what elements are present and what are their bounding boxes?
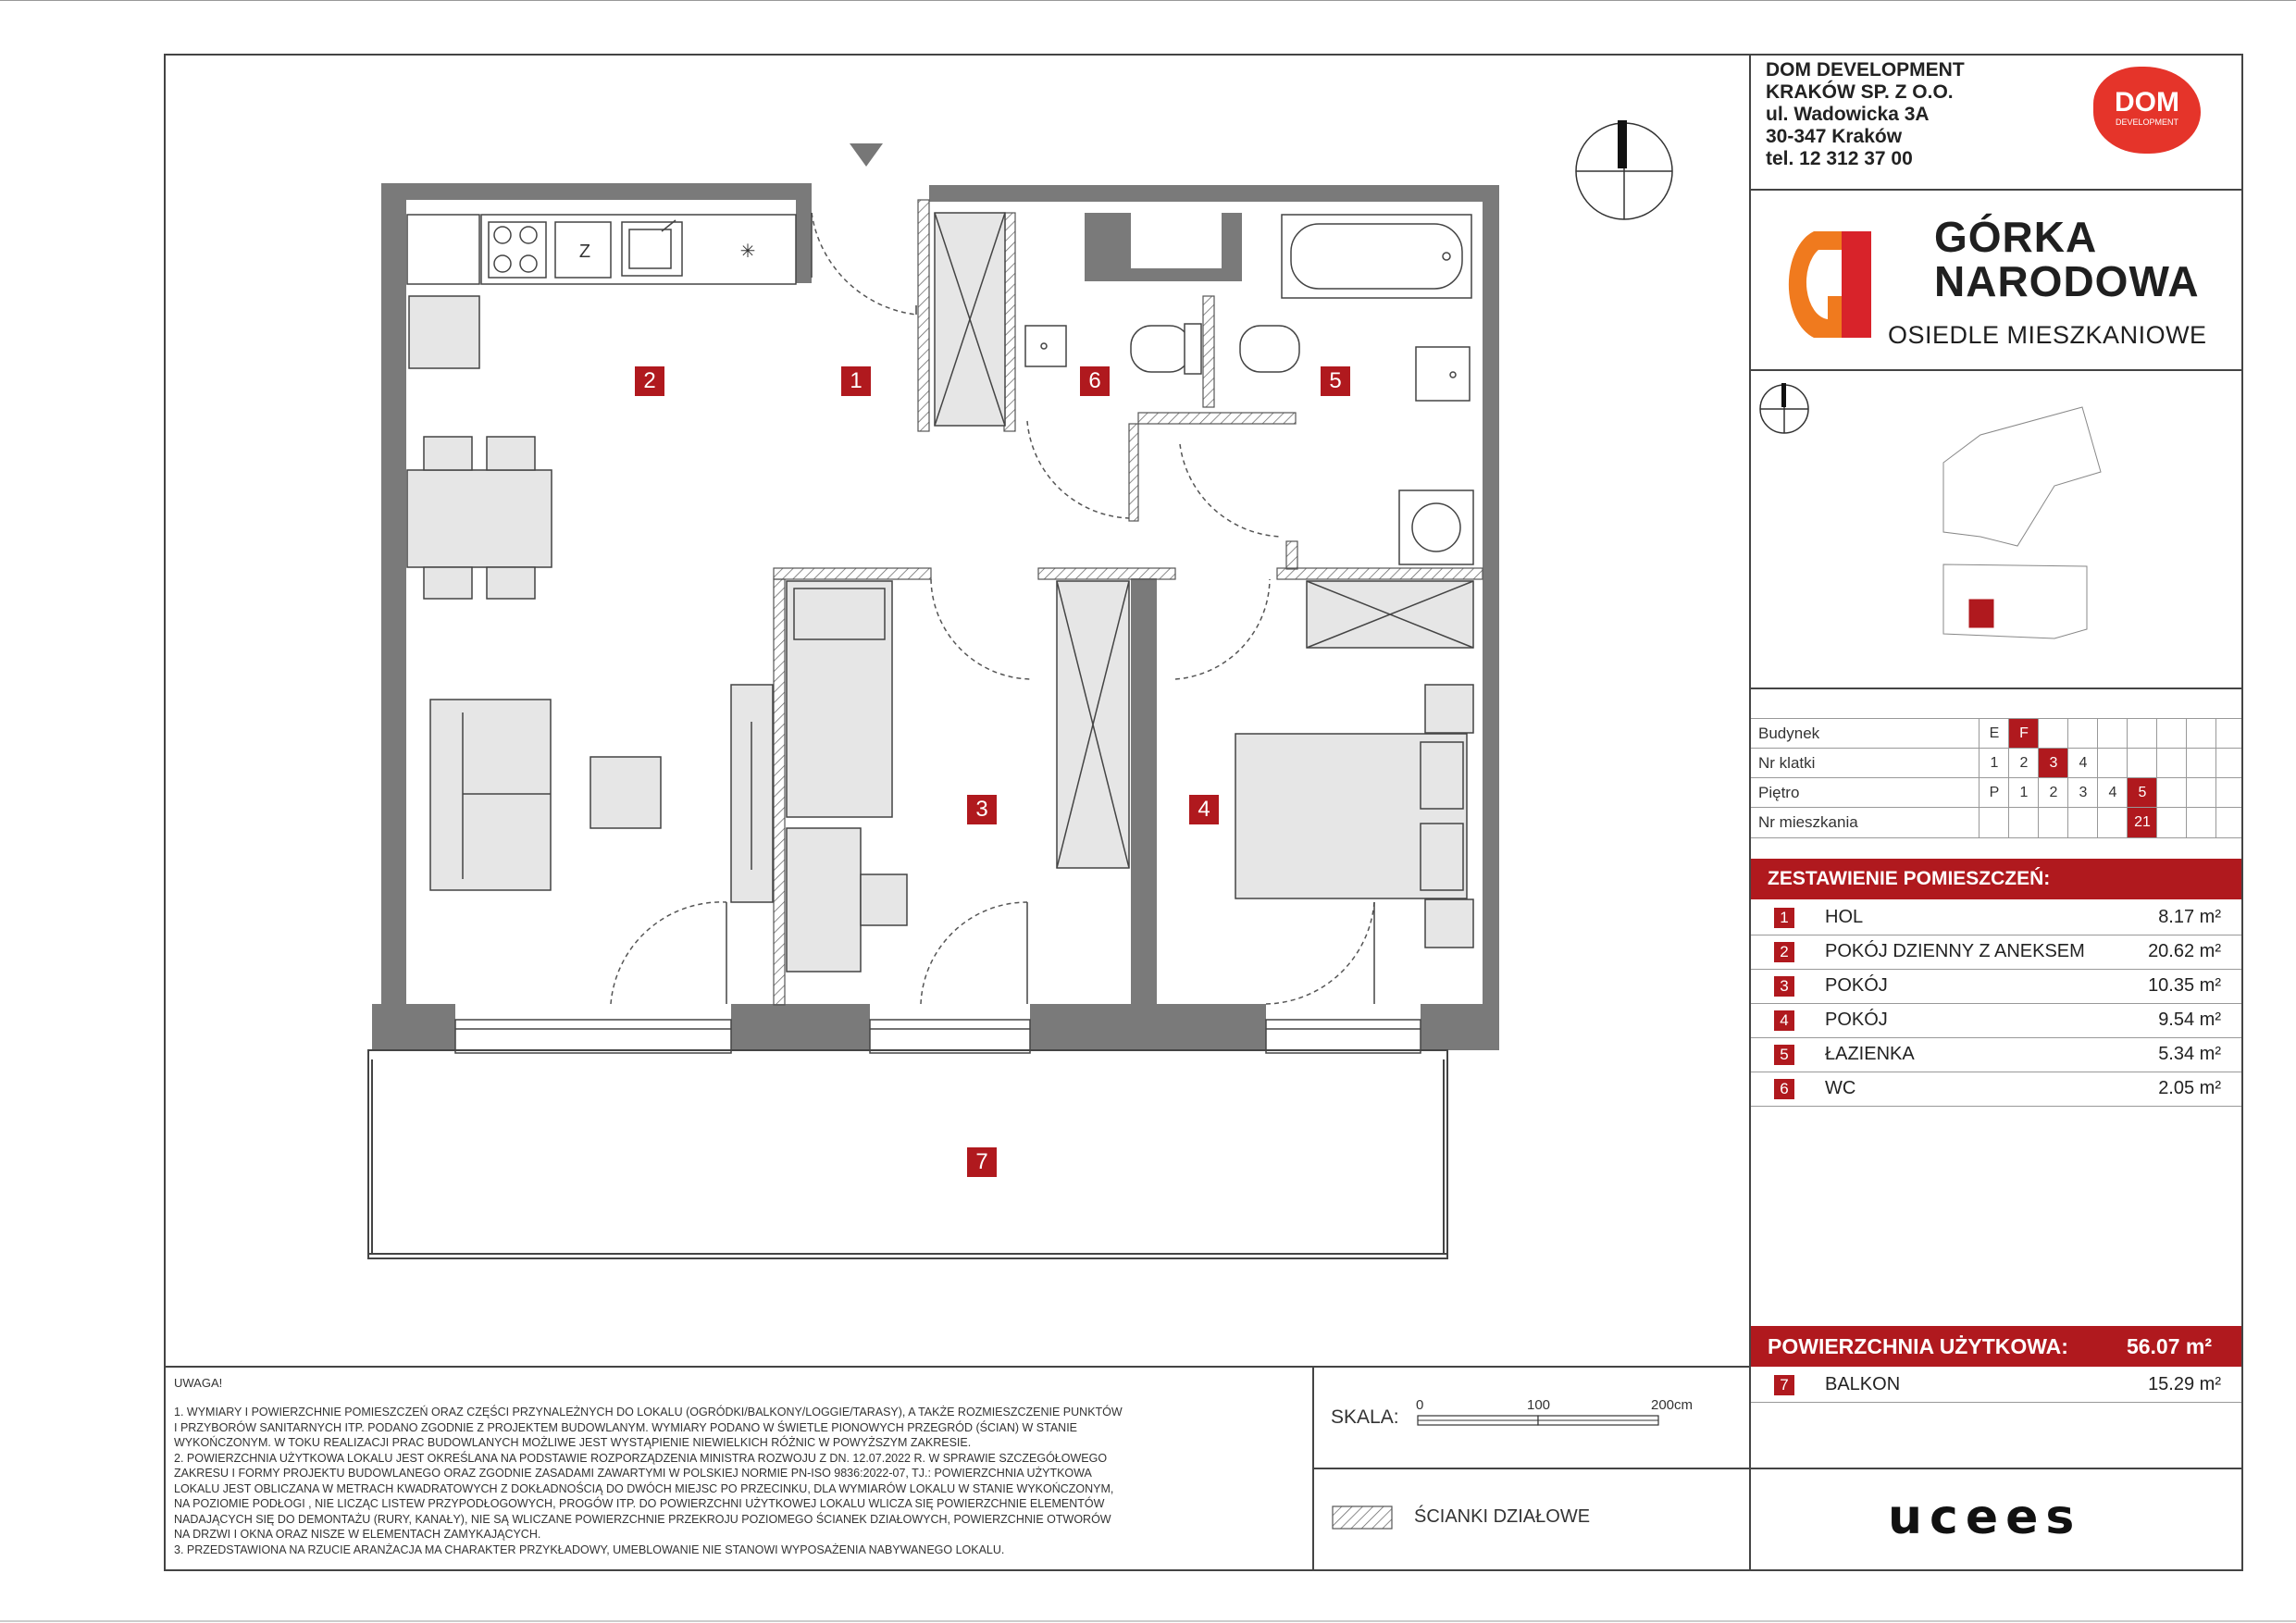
selector-cell: [2038, 719, 2068, 749]
partition-legend-swatch: [1333, 1506, 1392, 1529]
scale-label: SKALA:: [1331, 1406, 1399, 1428]
selector-cell: 3: [2038, 749, 2068, 778]
kitchen-counter: [407, 215, 796, 284]
room-number: 3: [1774, 976, 1794, 997]
room-label-7: 7: [967, 1147, 997, 1177]
selector-cell: [2186, 719, 2216, 749]
compass-icon: [1576, 120, 1672, 219]
company-street: ul. Wadowicka 3A: [1766, 104, 1930, 125]
selector-row: [1751, 748, 2241, 778]
table-row: [1751, 970, 2241, 1004]
company-block: [1766, 59, 1965, 170]
total-area-bar: [1751, 1326, 2241, 1367]
selector-cell: [2067, 808, 2098, 837]
selector-cell: 5: [2127, 778, 2157, 808]
dom-development-logo: DOM DEVELOPMENT: [2093, 67, 2201, 154]
selector-cell: [2215, 719, 2246, 749]
room-number: 1: [1774, 908, 1794, 928]
room-label-1: 1: [841, 366, 871, 396]
table-row: [1751, 1038, 2241, 1072]
selector-cell: F: [2008, 719, 2039, 749]
table-row: [1751, 935, 2241, 970]
total-area-label: POWIERZCHNIA UŻYTKOWA:: [1768, 1334, 2068, 1358]
room-label-2: 2: [635, 366, 664, 396]
company-name: DOM DEVELOPMENT: [1766, 59, 1965, 81]
selector-cell: [2097, 719, 2128, 749]
company-phone: tel. 12 312 37 00: [1766, 148, 1913, 169]
compass-small-icon: [1760, 383, 1808, 433]
entrance-arrow-icon: [850, 143, 883, 167]
room-name: POKÓJ DZIENNY Z ANEKSEM: [1825, 941, 2085, 961]
selector-cell: 2: [2038, 778, 2068, 808]
notes-text: 1. WYMIARY I POWIERZCHNIE POMIESZCZEŃ ORAZ CZĘŚCI PRZYNALEŻNYCH DO LOKALU (OGRÓDKI/BALKONY/LOGGIE/TARASY), A TAKŻE ROZMIESZCZENIE PUNKTÓW I PRZYBORÓW SANITARNYCH ITP. PODANO ZGODNIE Z PROJEKTEM BUDOWLANYM. WYMIARY PODANO W ŚWIETLE PIONOWYCH PRZEGRÓD (ŚCIAN) W STANIE WYKOŃCZONYM. W TOKU REALIZACJI PRAC BUDOWLANYCH MOŻLIWE JEST WYSTĄPIENIE NIEWIELKICH RÓŻNIC W POWYŻSZYM ZAKRESIE. 2. POWIERZCHNIA UŻYTKOWA LOKALU JEST OKREŚLANA NA PODSTAWIE ROZPORZĄDZENIA MINISTRA ROZWOJU Z DN. 12.07.2022 R. W SPRAWIE SZCZEGÓŁOWEGO ZAKRESU I FORMY PROJEKTU BUDOWLANEGO ORAZ ZGODNIE ZASADAMI ZAWARTYMI W POLSKIEJ NORMIE PN-ISO 9836:2022-07, TJ.: POWIERZCHNIA UŻYTKOWA LOKALU JEST OBLICZANA W METRACH KWADRATOWYCH Z DOKŁADNOŚCIĄ DO DWÓCH MIEJSC PO PRZECINKU, DLA WYMIARÓW LOKALU W STANIE WYKOŃCZONYM, NA POZIOMIE PODŁOGI , NIE LICZĄC LISTEW PRZYPODŁOGOWYCH, PROGÓW ITP. DO POWIERZCHNI UŻYTKOWEJ LOKALU WLICZA SIĘ POWIERZCHNIE ELEMENTÓW NADAJĄCYCH SIĘ DO DEMONTAŻU (RURY, KANAŁY), NIE SĄ WLICZANE POWIERZCHNIE PRZEKROJU POZIOMEGO ŚCIANEK DZIAŁOWYCH, POWIERZCHNIE OTWORÓW NA DRZWI I OKNA ORAZ NISZE W ELEMENTACH ZAMYKAJĄCYCH. 3. PRZEDSTAWIONA NA RZUCIE ARANŻACJA MA CHARAKTER PRZYKŁADOWY, UMEBLOWANIE NIE STANOWI WYPOSAŻENIA NABYWANEGO LOKALU.: [174, 1406, 1123, 1556]
ucees-logo: ucees: [1888, 1490, 2082, 1545]
scale-tick-0: 0: [1416, 1397, 1424, 1413]
selector-row-label: Nr klatki: [1758, 754, 1816, 772]
room-label-4: 4: [1189, 795, 1219, 824]
room-area: 8.17 m²: [2158, 907, 2221, 927]
selector-cell: P: [1979, 778, 2009, 808]
selector-cell: [2038, 808, 2068, 837]
company-city: 30-347 Kraków: [1766, 126, 1903, 147]
selector-cell: [2097, 749, 2128, 778]
room-area: 20.62 m²: [2148, 941, 2221, 961]
selector-cell: [2127, 749, 2157, 778]
selector-cell: 2: [2008, 749, 2039, 778]
project-subtitle: OSIEDLE MIESZKANIOWE: [1888, 321, 2207, 349]
selector-cell: [2156, 778, 2187, 808]
room-label-6: 6: [1080, 366, 1110, 396]
project-logo-icon: [1777, 222, 1879, 347]
room4-wardrobe: [1307, 581, 1473, 648]
table-row: [1751, 1072, 2241, 1107]
room-label-3: 3: [967, 795, 997, 824]
selector-cell: [2008, 808, 2039, 837]
selector-cell: [2215, 808, 2246, 837]
selector-row-label: Budynek: [1758, 725, 1820, 742]
living-furniture: [407, 437, 661, 890]
room-number: 2: [1774, 942, 1794, 962]
scale-tick-100: 100: [1527, 1397, 1551, 1413]
room4-furniture: [1235, 685, 1473, 948]
room-name: WC: [1825, 1078, 1856, 1098]
selector-cell: [2156, 749, 2187, 778]
selector-cell: [2127, 719, 2157, 749]
scale-tick-200: 200cm: [1651, 1397, 1694, 1413]
selector-cell: 1: [2008, 778, 2039, 808]
table-row: [1751, 1004, 2241, 1038]
room-name: POKÓJ: [1825, 1010, 1888, 1030]
selector-row: [1751, 807, 2241, 838]
svg-text:Z: Z: [578, 242, 591, 262]
room-area: 10.35 m²: [2148, 975, 2221, 996]
selector-cell: E: [1979, 719, 2009, 749]
room-label-5: 5: [1321, 366, 1350, 396]
selector-cell: [2156, 719, 2187, 749]
project-name: GÓRKA NARODOWA: [1934, 213, 2200, 305]
selector-cell: [1979, 808, 2009, 837]
hall-wardrobe: [935, 213, 1005, 426]
wc-fixtures: [1025, 324, 1201, 374]
room-number: 5: [1774, 1045, 1794, 1065]
notes-title: UWAGA!: [174, 1376, 223, 1390]
selector-cell: 4: [2067, 749, 2098, 778]
total-area-value: 56.07 m²: [2126, 1334, 2212, 1358]
fridge: [409, 296, 479, 368]
table-row: 7 BALKON 15.29 m²: [1751, 1369, 2241, 1403]
partition-legend-label: ŚCIANKI DZIAŁOWE: [1414, 1506, 1591, 1527]
selector-cell: [2067, 719, 2098, 749]
selector-cell: 21: [2127, 808, 2157, 837]
room-number: 4: [1774, 1010, 1794, 1031]
room-number: 6: [1774, 1079, 1794, 1099]
selector-cell: 1: [1979, 749, 2009, 778]
balcony: [368, 1050, 1447, 1258]
room3-furniture: [731, 581, 1129, 972]
selector-cell: 4: [2097, 778, 2128, 808]
key-plan: [1943, 407, 2101, 638]
selector-cell: [2215, 778, 2246, 808]
selector-cell: [2186, 808, 2216, 837]
selector-row: [1751, 718, 2241, 749]
selector-cell: 3: [2067, 778, 2098, 808]
room-area: 9.54 m²: [2158, 1010, 2221, 1030]
company-name2: KRAKÓW SP. Z O.O.: [1766, 81, 1954, 103]
room-name: HOL: [1825, 907, 1864, 927]
selector-row-label: Piętro: [1758, 784, 1800, 801]
svg-text:✳: ✳: [739, 242, 756, 262]
rooms-table-header: ZESTAWIENIE POMIESZCZEŃ:: [1751, 859, 2241, 899]
windows: [455, 1020, 1421, 1053]
scale-bar: [1418, 1416, 1658, 1425]
selector-cell: [2186, 749, 2216, 778]
room-name: ŁAZIENKA: [1825, 1044, 1915, 1064]
selector-row: [1751, 777, 2241, 808]
room-area: 5.34 m²: [2158, 1044, 2221, 1064]
room-name: POKÓJ: [1825, 975, 1888, 996]
selector-cell: [2215, 749, 2246, 778]
selector-row-label: Nr mieszkania: [1758, 813, 1858, 831]
selector-cell: [2156, 808, 2187, 837]
selector-cell: [2186, 778, 2216, 808]
selector-cell: [2097, 808, 2128, 837]
bathroom-fixtures: [1240, 215, 1473, 564]
room-area: 2.05 m²: [2158, 1078, 2221, 1098]
table-row: [1751, 901, 2241, 935]
